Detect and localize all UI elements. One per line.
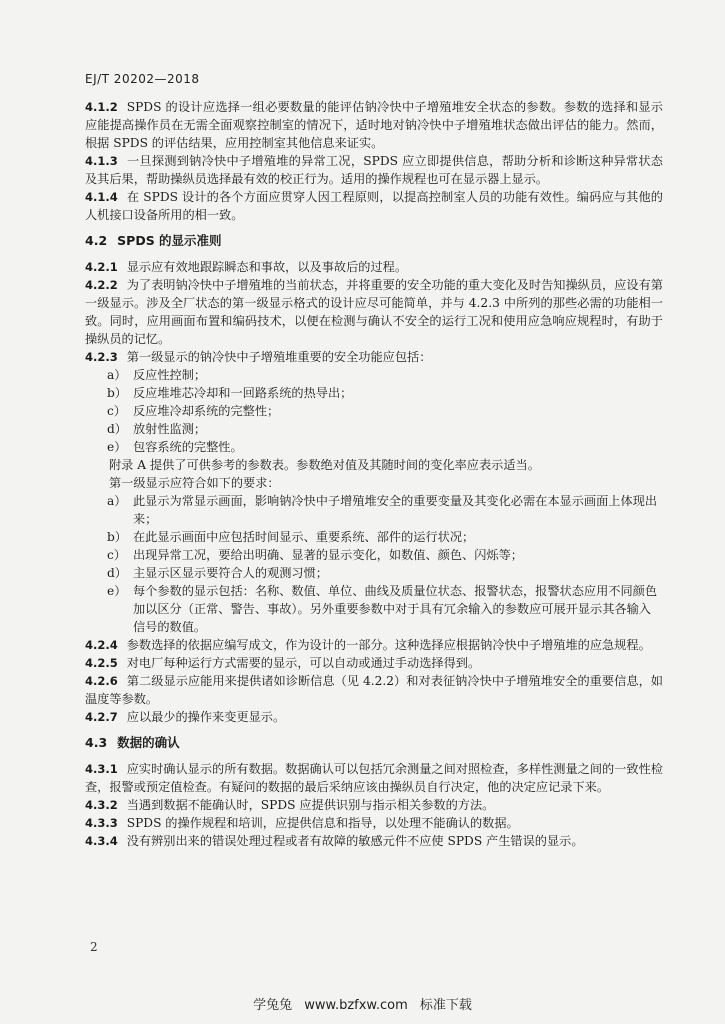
section-heading-4-2 (85, 232, 663, 250)
clause-number: 4.1.3 (85, 154, 118, 168)
clause-text: 第二级显示应能用来提供诸如诊断信息（见 4.2.2）和对表征钠冷快中子增殖堆安全的重要信息，如温度等参数。 (85, 674, 663, 706)
list-item-text: 每个参数的显示包括：名称、数值、单位、曲线及质量位状态、报警状态，报警状态应用不同颜色加以区分（正常、警告、事故）。另外重要参数中对于具有冗余输入的参数应可展开显示其各输入信号的数值。 (133, 584, 658, 634)
list-item (85, 366, 663, 384)
clause-text: 对电厂每种运行方式需要的显示，可以自动或通过手动选择得到。 (126, 656, 481, 670)
clause-4-1-3 (85, 152, 663, 188)
clause-number: 4.3.4 (85, 834, 118, 848)
footer-site-name: 学兔兔 (253, 998, 293, 1013)
clause-4-2-2 (85, 276, 663, 348)
section-number: 4.3 (85, 735, 108, 750)
clause-4-2-1 (85, 258, 663, 276)
footer-slogan: 标准下载 (419, 998, 472, 1013)
list-item (85, 402, 663, 420)
clause-text: 为了表明钠冷快中子增殖堆的当前状态，并将重要的安全功能的重大变化及时告知操纵员，应设有第一级显示。涉及全厂状态的第一级显示格式的设计应尽可能简单，并与 4.2.3 中所列的那些必需的功能相一致。同时，应用画面布置和编码技术，以便在检测与确认不安全的运行工况和使用应急响应规程时，有助于操纵员的记忆。 (85, 278, 663, 346)
safety-function-list (85, 366, 663, 456)
section-heading-4-3 (85, 734, 663, 752)
clause-number: 4.1.2 (85, 100, 118, 114)
clause-number: 4.3.2 (85, 798, 118, 812)
document-body (85, 98, 663, 850)
clause-number: 4.2.1 (85, 260, 118, 274)
list-item (85, 582, 663, 636)
list-marker: a） (107, 494, 127, 508)
list-item (85, 546, 663, 564)
clause-number: 4.1.4 (85, 190, 118, 204)
clause-4-2-4 (85, 636, 663, 654)
clause-text: 在 SPDS 设计的各个方面应贯穿人因工程原则，以提高控制室人员的功能有效性。编码应与其他的人机接口设备所用的相一致。 (85, 190, 663, 222)
list-marker: e） (107, 584, 127, 598)
clause-number: 4.3.3 (85, 816, 118, 830)
list-marker: b） (107, 530, 127, 544)
clause-text: 应实时确认显示的所有数据。数据确认可以包括冗余测量之间对照检查，多样性测量之间的一致性检查，报警或预定值检查。有疑问的数据的最后采纳应该由操纵员自行决定，他的决定应记录下来。 (85, 762, 663, 794)
clause-text: 当遇到数据不能确认时，SPDS 应提供识别与指示相关参数的方法。 (126, 798, 495, 812)
list-item-text: 反应堆堆芯冷却和一回路系统的热导出； (133, 386, 353, 400)
page-number: 2 (90, 940, 98, 954)
clause-text: 一旦探测到钠冷快中子增殖堆的异常工况，SPDS 应立即提供信息，帮助分析和诊断这种异常状态及其后果，帮助操纵员选择最有效的校正行为。适用的操作规程也可在显示器上显示。 (85, 154, 663, 186)
clause-4-3-1 (85, 760, 663, 796)
list-item-text: 反应堆冷却系统的完整性； (133, 404, 280, 418)
list-item-text: 主显示区显示要符合人的观测习惯； (133, 566, 328, 580)
clause-4-3-3 (85, 814, 663, 832)
requirements-intro: 第一级显示应符合如下的要求： (109, 476, 280, 490)
clause-number: 4.2.2 (85, 278, 118, 292)
list-item-text: 包容系统的完整性。 (133, 440, 243, 454)
appendix-note: 附录 A 提供了可供参考的参数表。参数绝对值及其随时间的变化率应表示适当。 (109, 458, 540, 472)
list-marker: d） (107, 422, 127, 436)
footer-url[interactable]: www.bzfxw.com (304, 998, 408, 1013)
clause-text: 应以最少的操作来变更显示。 (126, 710, 286, 724)
list-marker: a） (107, 368, 127, 382)
standard-code: EJ/T 20202—2018 (85, 72, 200, 86)
clause-number: 4.2.7 (85, 710, 118, 724)
list-item (85, 528, 663, 546)
clause-number: 4.2.6 (85, 674, 118, 688)
list-marker: e） (107, 440, 127, 454)
display-requirements-list (85, 492, 663, 636)
clause-text: 没有辨别出来的错误处理过程或者有故障的敏感元件不应使 SPDS 产生错误的显示。 (126, 834, 584, 848)
clause-4-2-7 (85, 708, 663, 726)
list-item (85, 492, 663, 528)
list-item (85, 438, 663, 456)
list-item (85, 564, 663, 582)
clause-text: SPDS 的设计应选择一组必要数量的能评估钠冷快中子增殖堆安全状态的参数。参数的选择和显示应能提高操作员在无需全面观察控制室的情况下，适时地对钠冷快中子增殖堆状态做出评估的能力。然而，根据 SPDS 的评估结果，应用控制室其他信息来证实。 (85, 100, 663, 150)
list-item (85, 384, 663, 402)
list-item-text: 反应性控制； (133, 368, 207, 382)
list-marker: b） (107, 386, 127, 400)
clause-text: 参数选择的依据应编写成文，作为设计的一部分。这种选择应根据钠冷快中子增殖堆的应急规程。 (126, 638, 651, 652)
list-marker: d） (107, 566, 127, 580)
clause-number: 4.2.3 (85, 350, 118, 364)
list-item-text: 出现异常工况，要给出明确、显著的显示变化，如数值、颜色、闪烁等； (133, 548, 523, 562)
clause-4-3-2 (85, 796, 663, 814)
clause-4-1-4 (85, 188, 663, 224)
list-marker: c） (107, 548, 127, 562)
section-title: 数据的确认 (117, 735, 180, 750)
list-item-text: 此显示为常显示画面，影响钠冷快中子增殖堆安全的重要变量及其变化必需在本显示画面上体现出来； (133, 494, 658, 526)
clause-number: 4.2.5 (85, 656, 118, 670)
clause-number: 4.3.1 (85, 762, 118, 776)
clause-4-1-2 (85, 98, 663, 152)
clause-text: SPDS 的操作规程和培训，应提供信息和指导，以处理不能确认的数据。 (126, 816, 519, 830)
list-item (85, 420, 663, 438)
section-title: SPDS 的显示准则 (117, 233, 222, 248)
clause-number: 4.2.4 (85, 638, 118, 652)
clause-4-2-5 (85, 654, 663, 672)
site-footer (0, 994, 725, 1013)
clause-text: 第一级显示的钠冷快中子增殖堆重要的安全功能应包括： (126, 350, 432, 364)
clause-4-2-3 (85, 348, 663, 366)
list-item-text: 放射性监测； (133, 422, 207, 436)
clause-4-2-6 (85, 672, 663, 708)
section-number: 4.2 (85, 233, 108, 248)
list-marker: c） (107, 404, 127, 418)
list-item-text: 在此显示画面中应包括时间显示、重要系统、部件的运行状况； (133, 530, 475, 544)
clause-text: 显示应有效地跟踪瞬态和事故，以及事故后的过程。 (126, 260, 408, 274)
clause-4-3-4 (85, 832, 663, 850)
